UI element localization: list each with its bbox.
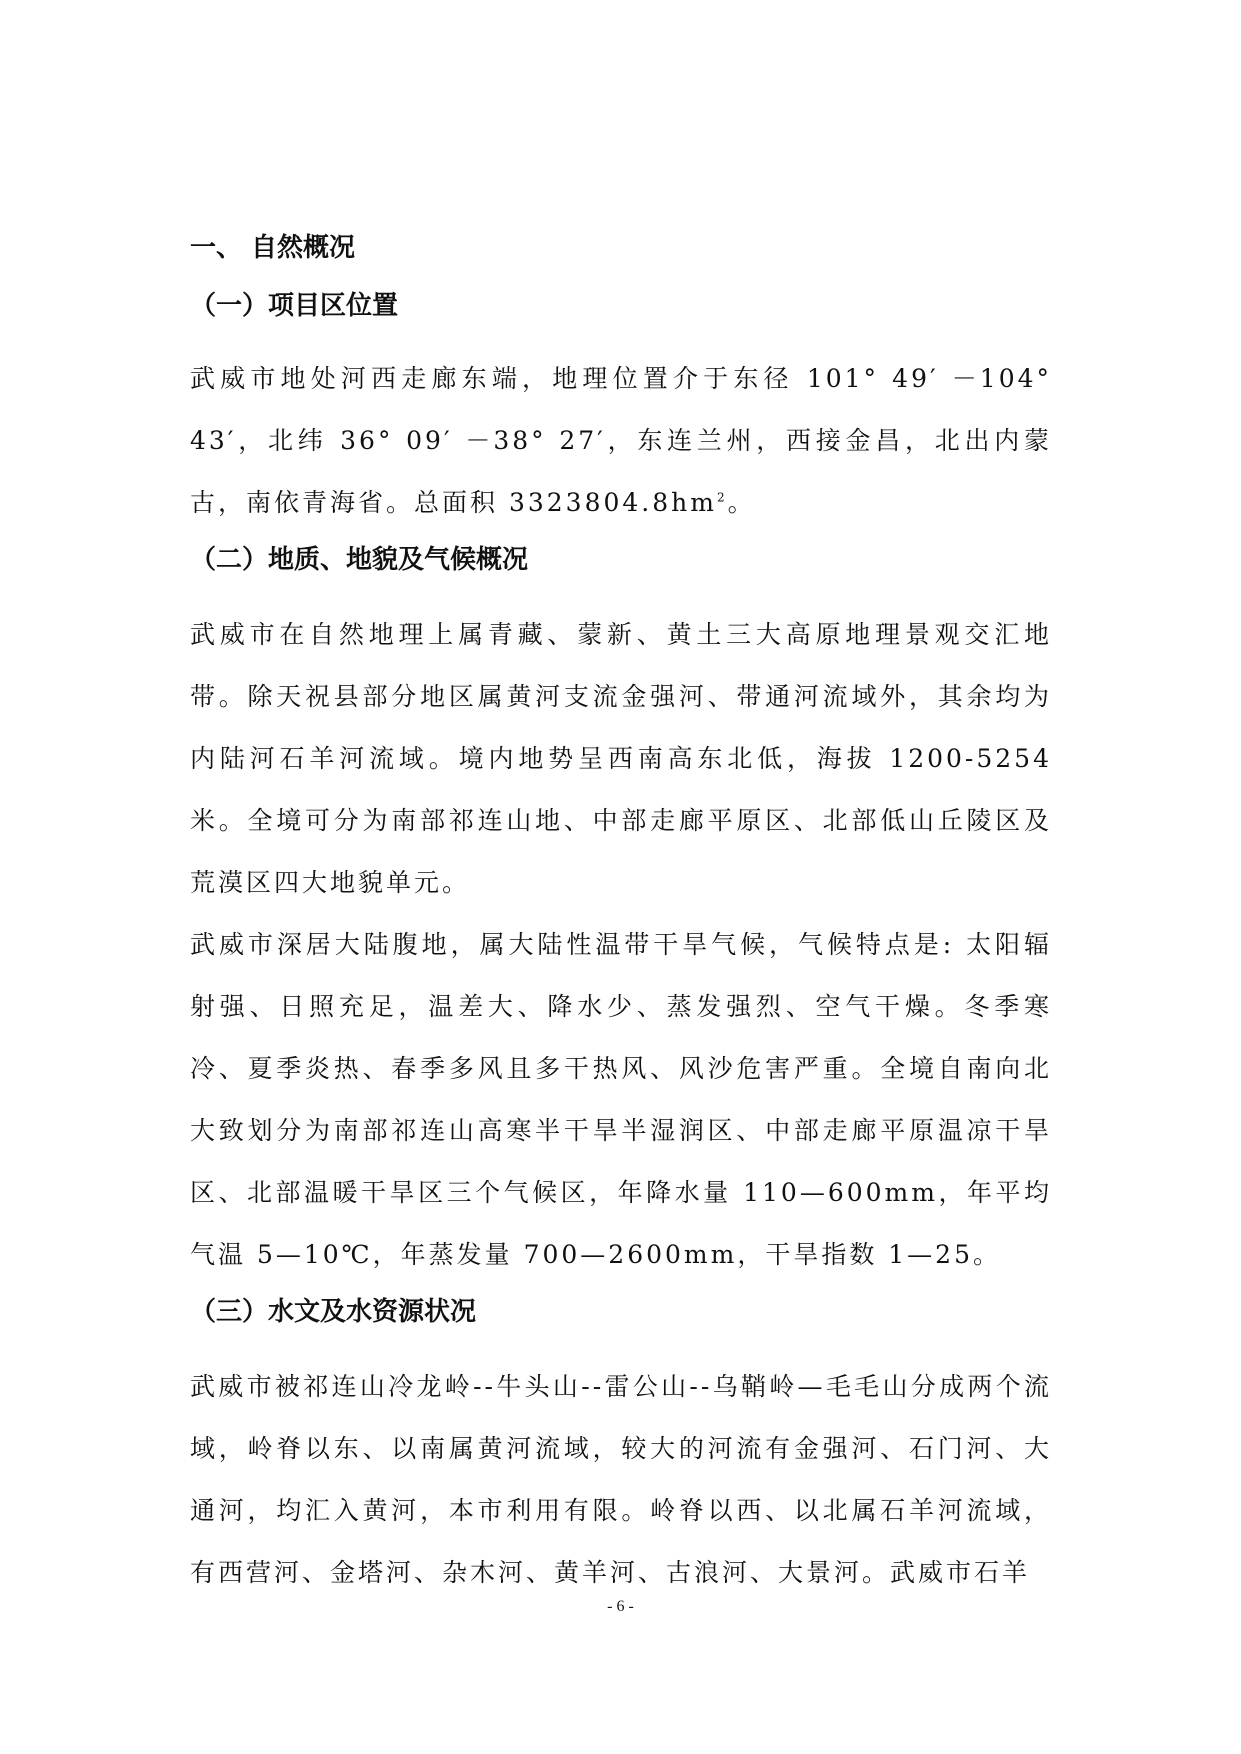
- section-heading-location: （一）项目区位置: [190, 291, 399, 321]
- chapter-heading: 一、 自然概况: [190, 233, 356, 263]
- paragraph-hydrology: 武威市被祁连山冷龙岭--牛头山--雷公山--乌鞘岭—毛毛山分成两个流域，岭脊以东、以南属黄河流域，较大的河流有金强河、石门河、大通河，均汇入黄河，本市利用有限。岭脊以西、以北属石羊河流域，有西营河、金塔河、杂木河、黄羊河、古浪河、大景河。武威市石羊: [190, 1372, 1052, 1587]
- paragraph-location: [190, 348, 1052, 534]
- page-number: - 6 -: [607, 1598, 634, 1615]
- paragraph-geology-landform: 武威市在自然地理上属青藏、蒙新、黄土三大高原地理景观交汇地带。除天祝县部分地区属黄河支流金强河、带通河流域外，其余均为内陆河石羊河流域。境内地势呈西南高东北低，海拔 1200-5254 米。全境可分为南部祁连山地、中部走廊平原区、北部低山丘陵区及荒漠区四大地貌单元。: [190, 620, 1052, 897]
- section-heading-hydrology: （三）水文及水资源状况: [190, 1297, 477, 1327]
- document-body: [190, 228, 1052, 1604]
- area-unit-superscript: 2: [716, 490, 728, 505]
- paragraph-location-end: 。: [727, 488, 756, 517]
- paragraph-location-text: 武威市地处河西走廊东端，地理位置介于东径 101° 49′ －104° 43′，北纬 36° 09′ －38° 27′，东连兰州，西接金昌，北出内蒙古，南依青海省。总面积 3323804.8hm: [190, 364, 1052, 517]
- paragraph-climate: 武威市深居大陆腹地，属大陆性温带干旱气候，气候特点是: 太阳辐射强、日照充足，温差大、降水少、蒸发强烈、空气干燥。冬季寒冷、夏季炎热、春季多风且多干热风、风沙危害严重。全境自南向北大致划分为南部祁连山高寒半干旱半湿润区、中部走廊平原温凉干旱区、北部温暖干旱区三个气候区，年降水量 110—600mm，年平均气温 5—10℃，年蒸发量 700—2600mm，干旱指数 1—25。: [190, 930, 1052, 1269]
- section-heading-geology: （二）地质、地貌及气候概况: [190, 545, 529, 575]
